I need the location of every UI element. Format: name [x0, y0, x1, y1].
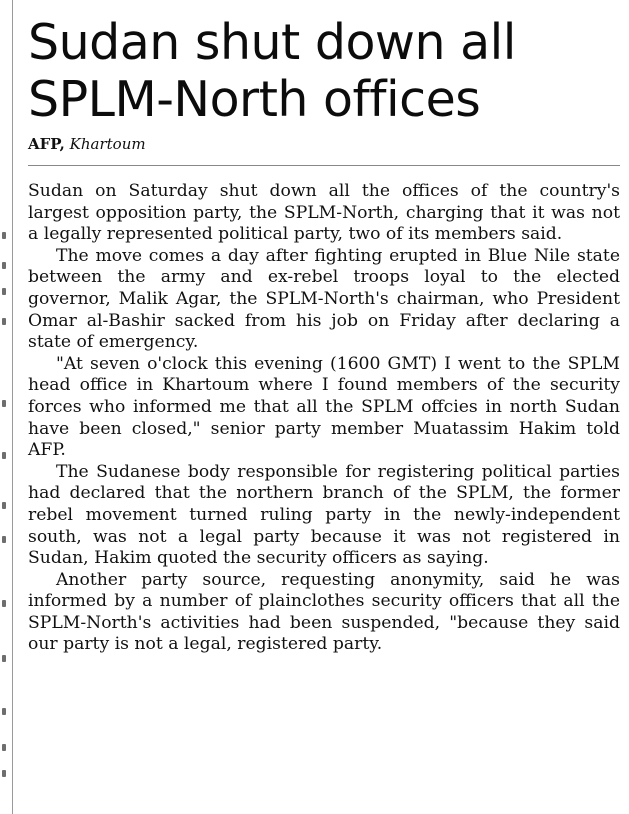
text-fragment: [2, 318, 6, 325]
text-fragment: [2, 708, 6, 715]
text-fragment: [2, 600, 6, 607]
headline: [28, 0, 620, 128]
text-fragment: [2, 288, 6, 295]
dateline-location: Khartoum: [69, 135, 146, 153]
news-agency: AFP: [28, 135, 60, 153]
adjacent-column-edge: [0, 0, 10, 814]
text-fragment: [2, 452, 6, 459]
paragraph: Another party source, requesting anonymity, said he was informed by a number of plainclothes security officers that all the SPLM-North's activities had been suspended, "because they said our party is not a legal, registered party.: [28, 569, 620, 655]
byline: [28, 133, 620, 155]
headline-line: Sudan shut down all: [28, 14, 516, 71]
byline-rule: [28, 165, 620, 166]
paragraph: The Sudanese body responsible for registering political parties had declared that the northern branch of the SPLM, the former rebel movement turned ruling party in the newly-independent south, was not a legal party because it was not registered in Sudan, Hakim quoted the security officers as saying.: [28, 461, 620, 569]
article-body: [28, 181, 620, 656]
column-divider: [12, 0, 13, 814]
text-fragment: [2, 655, 6, 662]
text-fragment: [2, 502, 6, 509]
text-fragment: [2, 232, 6, 239]
text-fragment: [2, 744, 6, 751]
text-fragment: [2, 400, 6, 407]
paragraph: The move comes a day after fighting erupted in Blue Nile state between the army and ex-rebel troops loyal to the elected governor, Malik Agar, the SPLM-North's chairman, who President Omar al-Bashir sacked from his job on Friday after declaring a state of emergency.: [28, 245, 620, 353]
headline-line: SPLM-North offices: [28, 71, 481, 128]
text-fragment: [2, 262, 6, 269]
news-article: [28, 0, 620, 814]
text-fragment: [2, 536, 6, 543]
byline-separator: ,: [59, 135, 65, 153]
paragraph: "At seven o'clock this evening (1600 GMT) I went to the SPLM head office in Khartoum where I found members of the security forces who informed me that all the SPLM offcies in north Sudan have been closed," senior party member Muatassim Hakim told AFP.: [28, 353, 620, 461]
paragraph: Sudan on Saturday shut down all the offices of the country's largest opposition party, the SPLM-North, charging that it was not a legally represented political party, two of its members said.: [28, 181, 620, 245]
text-fragment: [2, 770, 6, 777]
